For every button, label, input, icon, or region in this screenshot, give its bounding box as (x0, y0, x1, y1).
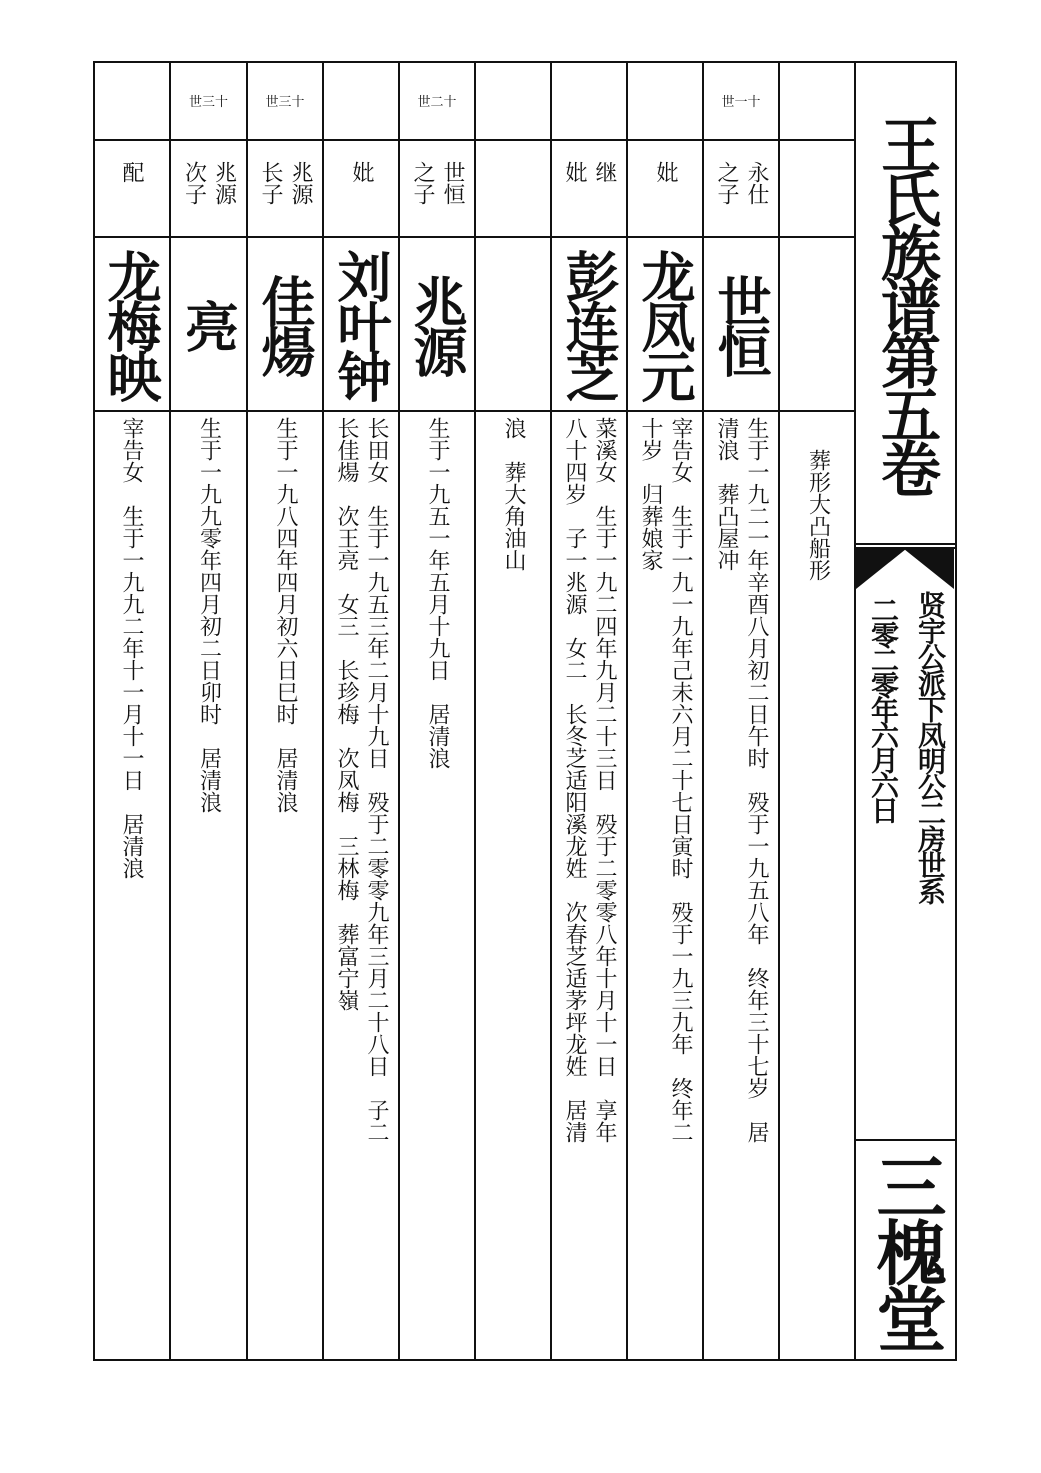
genealogy-column (322, 61, 398, 1361)
genealogy-column (246, 61, 322, 1361)
generation-label (93, 61, 169, 139)
hall-name: 三槐堂 (865, 1151, 948, 1349)
title-ornament (856, 549, 906, 589)
biography-text: 宰告女 生于一九一九年己未六月二十七日寅时 殁于一九三九年 终年二 十岁 归葬娘家 (638, 417, 693, 1143)
relation-label: 配 (119, 161, 144, 183)
title-ornament (904, 549, 954, 589)
genealogy-column (778, 61, 855, 1361)
hall-divider (856, 1139, 956, 1141)
generation-label: 世三十 (188, 94, 228, 110)
person-name: 兆源 (405, 274, 469, 374)
relation-label: 妣 (349, 161, 374, 183)
person-name: 亮 (176, 299, 241, 349)
person-name: 龙梅映 (99, 249, 163, 399)
generation-label (780, 61, 855, 139)
generation-label (476, 61, 550, 139)
relation-label: 继 妣 (562, 161, 617, 183)
generation-label: 世一十 (721, 94, 761, 110)
person-name: 彭连芝 (557, 249, 621, 399)
biography-text: 生于一九九零年四月初二日卯时 居清浪 (196, 417, 222, 813)
genealogy-column (550, 61, 626, 1361)
book-title: 王氏族谱第五卷 (871, 114, 941, 492)
compilation-date: 二零二零年六月六日 (867, 596, 900, 821)
relation-label: 世恒 之子 (410, 161, 465, 205)
generation-label (552, 61, 626, 139)
person-name: 龙凤元 (633, 249, 697, 399)
branch-subtitle: 贤宇公派下凤明公二房世系 (914, 591, 947, 903)
biography-text: 葬形大凸船形 (805, 449, 831, 581)
genealogy-column (93, 61, 169, 1361)
genealogy-column (702, 61, 778, 1361)
person-name: 世恒 (709, 274, 773, 374)
genealogy-column (398, 61, 474, 1361)
generation-label: 世三十 (265, 94, 305, 110)
biography-text: 宰告女 生于一九九二年十一月十一日 居清浪 (119, 417, 144, 879)
biography-text: 生于一九二一年辛酉八月初二日午时 殁于一九五八年 终年三十七岁 居 清浪 葬凸屋冲 (714, 417, 769, 1143)
genealogy-column (626, 61, 702, 1361)
relation-label: 妣 (653, 161, 678, 183)
relation-label: 永仕 之子 (714, 161, 769, 205)
person-name: 刘叶钟 (329, 249, 393, 399)
biography-text: 生于一九八四年四月初六日巳时 居清浪 (273, 417, 298, 813)
relation-label: 兆源 次子 (181, 161, 237, 205)
title-column (854, 61, 957, 1361)
person-name: 佳煬 (253, 274, 317, 374)
biography-text: 生于一九五一年五月十九日 居清浪 (425, 417, 450, 769)
genealogy-column (474, 61, 550, 1361)
relation-label: 兆源 长子 (258, 161, 313, 205)
biography-text: 长田女 生于一九五三年二月十九日 殁于二零零九年三月二十八日 子二 长佳煬 次王亮 女三 长珍梅 次凤梅 三林梅 葬富宁嶺 (334, 417, 389, 1143)
genealogy-column (169, 61, 246, 1361)
biography-text: 菜溪女 生于一九二四年九月二十三日 殁于二零零八年十月十一日 享年 八十四岁 子一兆源 女二 长冬芝适阳溪龙姓 次春芝适茅坪龙姓 居清 (562, 417, 617, 1143)
generation-label: 世二十 (417, 94, 457, 110)
biography-text: 浪 葬大角油山 (501, 417, 526, 571)
generation-label (324, 61, 398, 139)
generation-label (628, 61, 702, 139)
